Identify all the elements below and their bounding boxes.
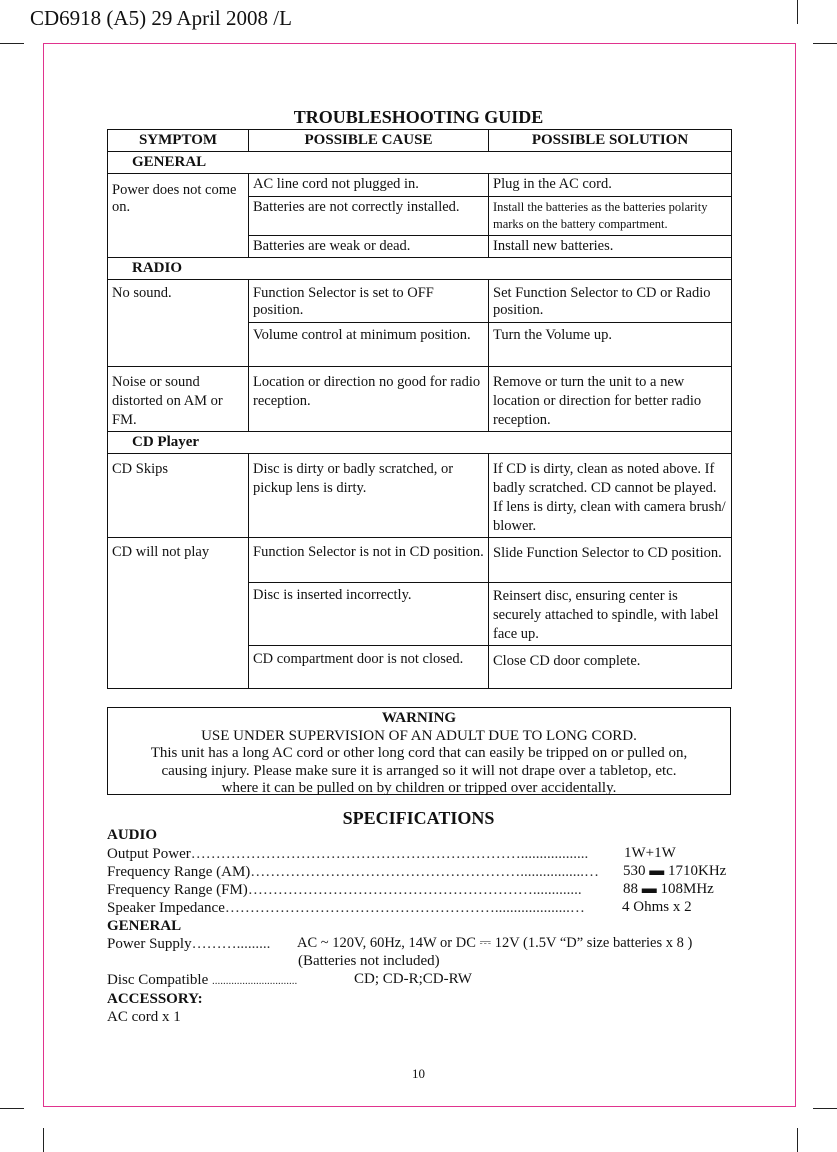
table-row xyxy=(108,538,732,583)
spec-power-supply xyxy=(107,935,270,953)
cause-cell: Function Selector is set to OFF position. xyxy=(249,280,489,323)
spec-disc-compatible xyxy=(107,971,297,990)
solution-cell: Plug in the AC cord. xyxy=(489,174,732,197)
specifications-title: SPECIFICATIONS xyxy=(342,808,495,828)
spec-leader: ………......... xyxy=(191,936,271,952)
warning-box xyxy=(107,707,731,795)
column-header: POSSIBLE CAUSE xyxy=(249,130,489,152)
spec-label: Frequency Range (FM) xyxy=(107,882,248,898)
cause-cell: Batteries are weak or dead. xyxy=(249,236,489,258)
page-number: 10 xyxy=(412,1066,425,1081)
solution-cell: Set Function Selector to CD or Radio position. xyxy=(489,280,732,323)
page-title: TROUBLESHOOTING GUIDE xyxy=(293,107,544,127)
spec-speaker-impedance xyxy=(107,899,585,917)
symptom-cell: CD Skips xyxy=(108,454,249,538)
crop-mark xyxy=(797,0,798,24)
symptom-cell: Noise or sound distorted on AM or FM. xyxy=(108,367,249,432)
spec-leader: ……………………………………………….................… xyxy=(250,864,600,880)
section-row-general xyxy=(108,152,732,174)
solution-cell: If CD is dirty, clean as noted above. If badly scratched. CD cannot be played. If lens is dirty, clean with camera brush/ blower. xyxy=(489,454,732,538)
spec-accessory-item: AC cord x 1 xyxy=(107,1009,181,1025)
crop-mark xyxy=(797,1128,798,1152)
cause-cell: Location or direction no good for radio reception. xyxy=(249,367,489,432)
spec-value: AC ~ 120V, 60Hz, 14W or DC ⎓ 12V (1.5V “D” size batteries x 8 ) xyxy=(297,935,693,951)
spec-label: Power Supply xyxy=(107,936,192,952)
troubleshooting-table xyxy=(107,129,732,689)
solution-cell: Install the batteries as the batteries polarity marks on the battery compartment. xyxy=(489,197,732,236)
warning-title: WARNING xyxy=(381,710,457,726)
section-row-cd-player xyxy=(108,432,732,454)
symptom-cell: No sound. xyxy=(108,280,249,367)
spec-label: Output Power xyxy=(107,846,191,862)
symptom-cell: Power does not come on. xyxy=(108,174,249,258)
spec-value: CD; CD-R;CD-RW xyxy=(354,971,472,987)
spec-value: 1W+1W xyxy=(624,845,676,861)
spec-label: Disc Compatible xyxy=(107,972,209,988)
solution-cell: Remove or turn the unit to a new location or direction for better radio reception. xyxy=(489,367,732,432)
spec-frequency-fm xyxy=(107,881,582,899)
crop-mark xyxy=(43,1128,44,1152)
spec-leader: …………………………………………………............. xyxy=(247,882,582,898)
spec-note: (Batteries not included) xyxy=(298,953,440,969)
spec-section-audio: AUDIO xyxy=(107,827,158,843)
spec-value: 4 Ohms x 2 xyxy=(622,899,692,915)
section-title: CD Player xyxy=(108,432,732,454)
section-title: RADIO xyxy=(108,258,732,280)
spec-section-general: GENERAL xyxy=(107,918,182,934)
solution-cell: Reinsert disc, ensuring center is securely attached to spindle, with label face up. xyxy=(489,583,732,646)
cause-cell: CD compartment door is not closed. xyxy=(249,646,489,689)
warning-line: USE UNDER SUPERVISION OF AN ADULT DUE TO LONG CORD. xyxy=(201,727,637,744)
spec-leader: ………………………………………………....................… xyxy=(224,900,585,916)
cause-cell: AC line cord not plugged in. xyxy=(249,174,489,197)
cause-cell: Volume control at minimum position. xyxy=(249,323,489,367)
section-row-radio xyxy=(108,258,732,280)
cause-cell: Function Selector is not in CD position. xyxy=(249,538,489,583)
document-header: CD6918 (A5) 29 April 2008 /L xyxy=(30,6,292,30)
spec-label: Frequency Range (AM) xyxy=(107,864,251,880)
spec-label: Speaker Impedance xyxy=(107,900,225,916)
warning-line: causing injury. Please make sure it is arranged so it will not drape over a tabletop, etc. xyxy=(161,762,677,779)
spec-value: 88 ▬ 108MHz xyxy=(623,881,714,897)
table-row xyxy=(108,454,732,538)
solution-cell: Close CD door complete. xyxy=(489,646,732,689)
solution-cell: Slide Function Selector to CD position. xyxy=(489,538,732,583)
spec-value: 530 ▬ 1710KHz xyxy=(623,863,727,879)
spec-leader: ............................... xyxy=(212,975,298,987)
warning-line: This unit has a long AC cord or other long cord that can easily be tripped on or pulled on, xyxy=(150,745,688,761)
solution-cell: Install new batteries. xyxy=(489,236,732,258)
cause-cell: Disc is dirty or badly scratched, or pickup lens is dirty. xyxy=(249,454,489,538)
crop-mark xyxy=(0,1108,24,1109)
spec-frequency-am xyxy=(107,863,599,881)
section-title: GENERAL xyxy=(108,152,732,174)
spec-section-accessory: ACCESSORY: xyxy=(107,991,203,1007)
table-header-row xyxy=(108,130,732,152)
symptom-cell: CD will not play xyxy=(108,538,249,689)
table-row xyxy=(108,367,732,432)
crop-mark xyxy=(0,43,24,44)
crop-mark xyxy=(813,43,837,44)
solution-cell: Turn the Volume up. xyxy=(489,323,732,367)
cause-cell: Disc is inserted incorrectly. xyxy=(249,583,489,646)
spec-leader: ………………………………………………………….................. xyxy=(190,846,589,862)
table-row xyxy=(108,174,732,197)
spec-output-power xyxy=(107,845,588,863)
column-header: SYMPTOM xyxy=(108,130,249,152)
crop-mark xyxy=(813,1108,837,1109)
cause-cell: Batteries are not correctly installed. xyxy=(249,197,489,236)
warning-line: where it can be pulled on by children or tripped over accidentally. xyxy=(221,780,617,796)
column-header: POSSIBLE SOLUTION xyxy=(489,130,732,152)
table-row xyxy=(108,280,732,323)
